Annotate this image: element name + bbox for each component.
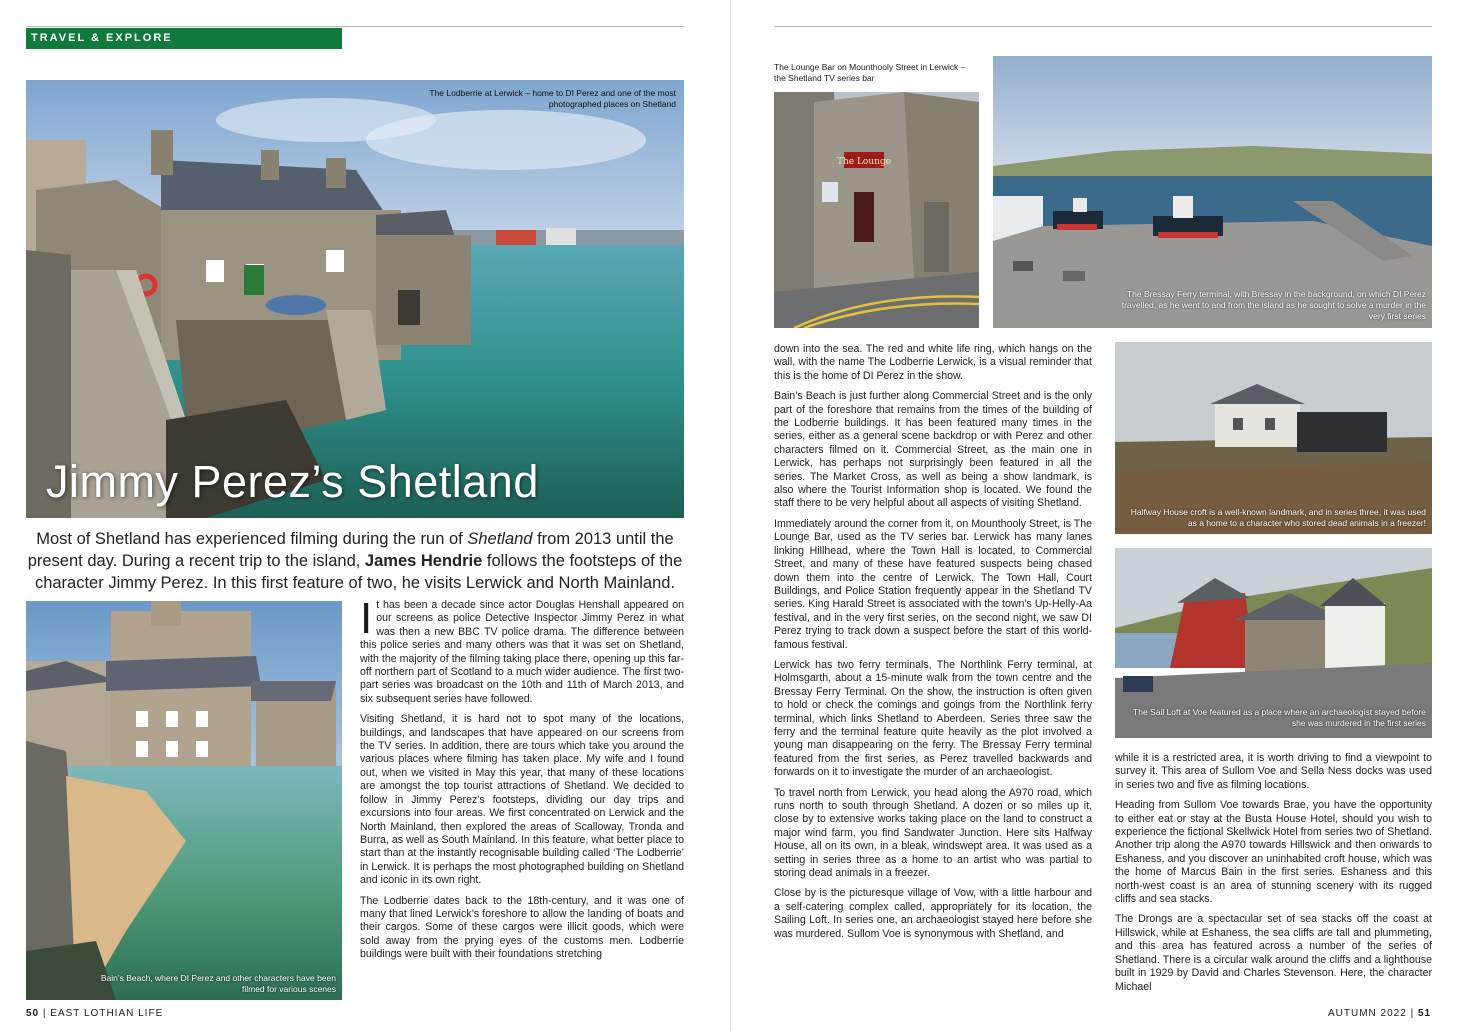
bressay-caption: The Bressay Ferry terminal, with Bressay in the background, on which DI Perez travelled, as he went to and from the island as he sought to solve a murder in the very first series — [1121, 289, 1426, 321]
photo-lounge-bar — [774, 92, 979, 328]
body-mid-p4: Lerwick has two ferry terminals, The Northlink Ferry terminal, at Holmsgarth, about a 15-minute walk from the town centre and the Bressay Ferry Terminal. On the show, the instruction is often given to hold or check the comings and goings from the Northlink ferry terminal, which links Shetland to Aberdeen. Series three saw the ferry and the terminal feature quite heavily as the plot involved a young man disappearing on the ferry. The Bressay Ferry terminal featured from the first series, as Perez travelled backwards and forwards on it to investigate the murder of an archaeologist. — [774, 658, 1092, 779]
body-right-p2: Heading from Sullom Voe towards Brae, you have the opportunity to either eat or stay at the Busta House Hotel, should you wish to experience the fictional Skellwick Hotel from series two of Shetland. Another trip along the A970 towards Hillswick and then onwards to Eshaness, and you discover an uninhabited croft house, which was the home of Marcus Bain in the first series. Eshaness and this north-west coast is an area of stunning scenery with its rugged cliffs and sea stacks. — [1115, 799, 1432, 906]
folio-left-page: 50 — [26, 1008, 40, 1019]
lounge-bar-caption: The Lounge Bar on Mounthooly Street in Lerwick – the Shetland TV series bar — [774, 62, 966, 83]
top-rule-left — [26, 26, 684, 27]
body-column-left — [360, 594, 684, 969]
section-tag: TRAVEL & EXPLORE — [26, 28, 342, 49]
body-left-p2: Visiting Shetland, it is hard not to spot many of the locations, buildings, and landscapes that have appeared on our screens from the TV series. In addition, there are tours which take you around the various places where filming has taken place. My wife and I found out, when we visited in May this year, that many of these locations are amongst the top tourist attractions of Shetland. We decided to follow in Jimmy Perez’s footsteps, dividing our day trips and excursions into four areas. We first concentrated on Lerwick and the North Mainland, then explored the areas of Scalloway, Tronda and Burra, as well as South Mainland. In this feature, what better place to start than at the instantly recognisable building called ‘The Lodberrie’ in Lerwick. It is perhaps the most photographed building on Shetland and iconic in its own right. — [360, 713, 684, 887]
body-mid-p3: Immediately around the corner from it, on Mounthooly Street, is The Lounge Bar, used as the TV series bar. Lerwick has many lanes linking Hillhead, where the Town Hall is located, to Commercial Street, and many of these have featured suspects being chased down them into the centre of Lerwick. The Town Hall, Court Buildings, and Police Station frequently appear in the Shetland TV series. King Harald Street is associated with the town’s Up-Helly-Aa festival, and in the very first series, on the second night, we saw DI Perez trying to track down a suspect before the start of this world-famous festival. — [774, 517, 1092, 651]
body-column-mid — [774, 343, 1092, 948]
body-mid-p5: To travel north from Lerwick, you head along the A970 road, which runs north to south through Shetland. A dozen or so miles up it, close by to extensive works taking place on the land to construct a major wind farm, you find Sandwater Junction. Here sits Halfway House, all on its own, in a bleak, windswept area. It was used as a setting in series three as a home to an artist who was partial to storing dead animals in a freezer. — [774, 786, 1092, 880]
hero-photo-lodberrie — [26, 80, 684, 518]
body-left-p3: The Lodberrie dates back to the 18th-century, and it was one of many that lined Lerwick’s foreshore to allow the landing of boats and their cargos. Some of these cargos were illicit goods, which were sold away from the prying eyes of the customs men. Lodberrie buildings were built with their foundations stretching — [360, 894, 684, 961]
photo-halfway-house — [1115, 342, 1432, 534]
body-right-p3: The Drongs are a spectacular set of sea stacks off the coast at Hillswick, while at Eshaness, the sea cliffs are tall and plummeting, and this area has featured across a number of the series of Shetland. There is a circular walk around the cliffs and a lighthouse built in 1929 by David and Charles Stevenson. Here, the character Michael — [1115, 913, 1432, 993]
body-mid-p6: Close by is the picturesque village of Vow, with a little harbour and a self-catering complex called, appropriately for its location, the Sailing Loft. In series one, an archaeologist stayed here before she was murdered. Sullom Voe is synonymous with Shetland, and — [774, 887, 1092, 940]
lounge-sign-text: The Lounge — [836, 157, 892, 167]
hero-title: Jimmy Perez’s Shetland — [46, 456, 539, 507]
folio-left-name: EAST LOTHIAN LIFE — [50, 1008, 164, 1019]
body-left-p1: It has been a decade since actor Douglas Henshall appeared on our screens as police Detective Inspector Jimmy Perez in what was then a new BBC TV police drama. The difference between this police series and many others was that it was set on Shetland, with the majority of the filming taking place there, opening up this far-off northern part of Scotland to a much wider audience. The first two-part series was broadcast on the 10th and 11th of March 2013, and six subsequent series have followed. — [360, 594, 684, 705]
sail-loft-caption: The Sail Loft at Voe featured as a place where an archaeologist stayed before she was murdered in the first series — [1133, 707, 1426, 728]
body-column-right — [1115, 752, 1432, 1001]
body-mid-p1: down into the sea. The red and white life ring, which hangs on the wall, with the name The Lodberrie Lerwick, is a visual reminder that this is the home of DI Perez in the show. — [774, 343, 1092, 382]
body-mid-p2: Bain’s Beach is just further along Commercial Street and is the only part of the foreshore that remains from the times of the building of the Lodberrie buildings. It has been featured many times in the series, either as a general scene backdrop or with Perez and other characters filmed on it. Commercial Street, as the main one in Lerwick, has perhaps not surprisingly been featured in all the series. The Market Cross, as well as being a show landmark, is also where the Tourist Information shop is located. We found the staff there to be very helpful about all aspects of visiting Shetland. — [774, 390, 1092, 510]
folio-right: AUTUMN 2022 | 51 — [1328, 1008, 1432, 1019]
folio-right-page: 51 — [1417, 1008, 1432, 1019]
photo-bains-beach — [26, 601, 342, 1000]
folio-right-issue: AUTUMN 2022 — [1328, 1008, 1407, 1019]
page-gutter — [730, 0, 731, 1031]
folio-left: 50 | EAST LOTHIAN LIFE — [26, 1008, 164, 1019]
standfirst: Most of Shetland has experienced filming during the run of Shetland from 2013 until the present day. During a recent trip to the island, James Hendrie follows the footsteps of the character Jimmy Perez. In this first feature of two, he visits Lerwick and North Mainland. — [27, 530, 683, 592]
top-rule-right — [774, 26, 1432, 27]
hero-caption: The Lodberrie at Lerwick – home to DI Perez and one of the most photographed places on Shetland — [429, 88, 676, 109]
bains-beach-caption: Bain’s Beach, where DI Perez and other characters have been filmed for various scenes — [100, 973, 336, 994]
body-right-p1: while it is a restricted area, it is worth driving to find a viewpoint to survey it. This area of Sullom Voe and Sella Ness docks was used in series two and five as filming locations. — [1115, 752, 1432, 791]
halfway-caption: Halfway House croft is a well-known landmark, and in series three, it was used as a home to a character who stored dead animals in a freezer! — [1130, 507, 1426, 528]
photo-bressay-ferry — [993, 56, 1432, 328]
